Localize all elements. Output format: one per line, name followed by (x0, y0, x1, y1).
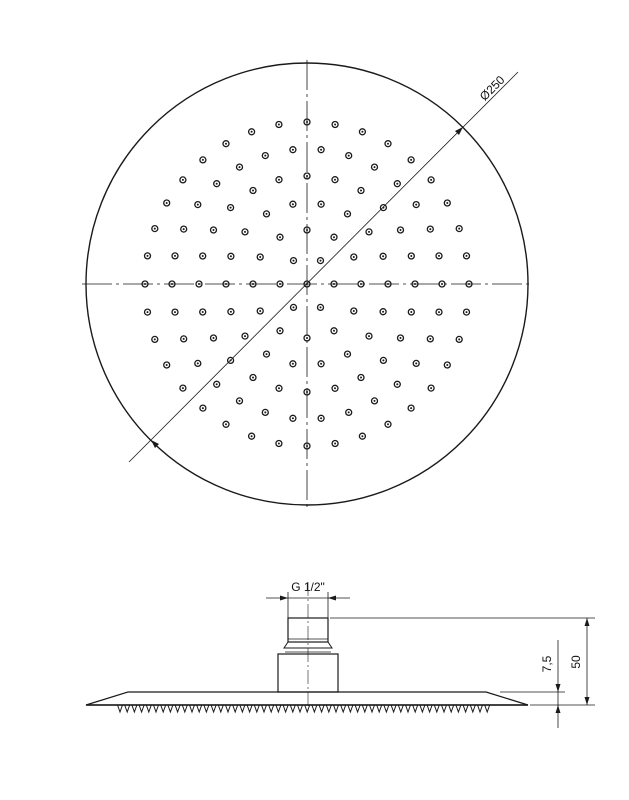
nozzle-center (225, 283, 227, 285)
nozzle-center (292, 363, 294, 365)
side-nozzle (420, 705, 425, 712)
nozzle-center (334, 124, 336, 126)
side-nozzle (362, 705, 367, 712)
nozzle-center (320, 203, 322, 205)
plate-thickness-arrow-top (556, 684, 561, 692)
nozzle-center (216, 183, 218, 185)
nozzle-center (252, 377, 254, 379)
nozzle-center (430, 179, 432, 181)
side-nozzle (384, 705, 389, 712)
side-nozzle (434, 705, 439, 712)
side-nozzle (175, 705, 180, 712)
nozzle-center (466, 255, 468, 257)
side-nozzle (442, 705, 447, 712)
side-nozzle-row (118, 705, 490, 712)
side-nozzle (485, 705, 490, 712)
side-nozzle (413, 705, 418, 712)
side-nozzle (334, 705, 339, 712)
nozzle-center (225, 143, 227, 145)
nozzle-center (360, 283, 362, 285)
nozzle-center (239, 166, 241, 168)
nozzle-center (320, 149, 322, 151)
nozzle-center (333, 330, 335, 332)
side-nozzle (449, 705, 454, 712)
nozzle-center (458, 228, 460, 230)
side-nozzle (456, 705, 461, 712)
side-nozzle (262, 705, 267, 712)
side-nozzle (190, 705, 195, 712)
nozzle-center (306, 337, 308, 339)
nozzle-center (382, 359, 384, 361)
side-nozzle (276, 705, 281, 712)
side-nozzle (247, 705, 252, 712)
side-nozzle (254, 705, 259, 712)
nozzle-center (154, 338, 156, 340)
nozzle-center (382, 255, 384, 257)
side-nozzle (197, 705, 202, 712)
nozzle-center (361, 131, 363, 133)
side-nozzle (427, 705, 432, 712)
top-view (82, 60, 532, 508)
side-nozzle (348, 705, 353, 712)
nozzle-center (429, 228, 431, 230)
nozzle-center (244, 335, 246, 337)
nozzle-center (347, 213, 349, 215)
nozzle-center (468, 283, 470, 285)
nozzle-center (306, 391, 308, 393)
side-nozzle (161, 705, 166, 712)
nozzle-center (266, 353, 268, 355)
nozzle-center (306, 283, 308, 285)
nozzle-center (230, 207, 232, 209)
nozzle-center (306, 175, 308, 177)
nozzle-center (244, 231, 246, 233)
side-nozzle (312, 705, 317, 712)
side-nozzle (355, 705, 360, 712)
nozzle-center (251, 131, 253, 133)
nozzle-center (197, 362, 199, 364)
nozzle-center (183, 228, 185, 230)
nozzle-center (410, 255, 412, 257)
nozzle-center (320, 363, 322, 365)
nozzle-center (252, 283, 254, 285)
side-nozzle (240, 705, 245, 712)
nozzle-center (348, 411, 350, 413)
nozzle-center (360, 377, 362, 379)
side-nozzle (305, 705, 310, 712)
thread-label: G 1/2" (291, 580, 325, 594)
nozzle-center (293, 260, 295, 262)
nozzle-center (347, 353, 349, 355)
side-nozzle (290, 705, 295, 712)
nozzle-center (348, 155, 350, 157)
total-height-arrow-top (585, 618, 590, 626)
plate-thickness-label: 7,5 (540, 655, 554, 673)
nozzle-center (171, 283, 173, 285)
side-nozzle (226, 705, 231, 712)
nozzle-center (202, 255, 204, 257)
thread-arrow-left (280, 596, 288, 601)
nozzle-center (166, 202, 168, 204)
nozzle-center (446, 202, 448, 204)
nozzle-center (382, 207, 384, 209)
nozzle-center (400, 337, 402, 339)
nozzle-center (333, 236, 335, 238)
nozzle-center (266, 213, 268, 215)
shower-plate (86, 692, 528, 705)
side-view (86, 580, 595, 728)
nozzle-center (306, 229, 308, 231)
side-nozzle (391, 705, 396, 712)
side-nozzle (211, 705, 216, 712)
side-nozzle (398, 705, 403, 712)
nozzle-center (333, 283, 335, 285)
nozzle-center (458, 338, 460, 340)
side-nozzle (326, 705, 331, 712)
nozzle-center (320, 306, 322, 308)
side-nozzle (269, 705, 274, 712)
nozzle-center (374, 166, 376, 168)
nozzle-center (264, 155, 266, 157)
nozzle-center (438, 255, 440, 257)
side-nozzle (406, 705, 411, 712)
nozzle-center (147, 311, 149, 313)
nozzle-center (400, 229, 402, 231)
nozzle-center (415, 204, 417, 206)
nozzle-center (225, 423, 227, 425)
nozzle-center (279, 283, 281, 285)
nozzle-center (197, 204, 199, 206)
nozzle-center (174, 311, 176, 313)
nozzle-center (264, 411, 266, 413)
nozzle-center (182, 179, 184, 181)
side-nozzle (341, 705, 346, 712)
nozzle-center (382, 311, 384, 313)
nozzle-center (292, 417, 294, 419)
nozzle-center (334, 179, 336, 181)
nozzle-center (198, 283, 200, 285)
nozzle-center (182, 387, 184, 389)
side-nozzle (377, 705, 382, 712)
nozzle-center (278, 179, 280, 181)
nozzle-center (216, 383, 218, 385)
side-nozzle (154, 705, 159, 712)
nozzle-center (414, 283, 416, 285)
nozzle-center (353, 310, 355, 312)
nozzle-center (293, 306, 295, 308)
side-nozzle (283, 705, 288, 712)
side-nozzle (470, 705, 475, 712)
side-nozzle (146, 705, 151, 712)
nozzle-center (410, 407, 412, 409)
nozzle-center (279, 330, 281, 332)
nozzle-center (259, 310, 261, 312)
nozzle-center (320, 417, 322, 419)
nozzle-center (147, 255, 149, 257)
nozzle-center (441, 283, 443, 285)
nozzle-center (368, 231, 370, 233)
side-nozzle (125, 705, 130, 712)
nozzle-center (144, 283, 146, 285)
nozzle-center (278, 124, 280, 126)
nozzle-center (278, 443, 280, 445)
side-nozzle (319, 705, 324, 712)
side-nozzle (204, 705, 209, 712)
nozzle-center (396, 183, 398, 185)
nozzle-center (251, 435, 253, 437)
nozzle-center (166, 364, 168, 366)
nozzle-center (252, 190, 254, 192)
side-nozzle (132, 705, 137, 712)
nozzle-center (202, 407, 204, 409)
diameter-label: Ø250 (476, 72, 508, 104)
nozzle-center (360, 190, 362, 192)
nozzle-center (230, 359, 232, 361)
nozzle-center (334, 387, 336, 389)
nozzle-center (410, 159, 412, 161)
nozzle-center (292, 149, 294, 151)
thread-arrow-right (328, 596, 336, 601)
nozzle-center (374, 400, 376, 402)
nozzle-center (415, 362, 417, 364)
nozzle-center (387, 143, 389, 145)
nozzle-center (154, 228, 156, 230)
side-nozzle (233, 705, 238, 712)
nozzle-center (183, 338, 185, 340)
side-nozzle (463, 705, 468, 712)
nozzle-center (438, 311, 440, 313)
side-nozzle (218, 705, 223, 712)
nozzle-center (306, 445, 308, 447)
nozzle-center (387, 283, 389, 285)
nozzle-center (353, 256, 355, 258)
side-nozzle (478, 705, 483, 712)
nozzle-center (230, 311, 232, 313)
nozzle-center (361, 435, 363, 437)
nozzle-center (202, 159, 204, 161)
nozzle-center (320, 260, 322, 262)
nozzle-center (387, 423, 389, 425)
nozzle-center (292, 203, 294, 205)
nozzle-center (259, 256, 261, 258)
nozzle-center (279, 236, 281, 238)
nozzle-center (334, 443, 336, 445)
nozzle-center (429, 338, 431, 340)
nozzle-center (368, 335, 370, 337)
side-nozzle (370, 705, 375, 712)
total-height-arrow-bottom (585, 697, 590, 705)
plate-thickness-arrow-bottom (556, 705, 561, 713)
nozzle-center (306, 121, 308, 123)
nozzle-center (174, 255, 176, 257)
side-nozzle (298, 705, 303, 712)
nozzle-center (213, 337, 215, 339)
nozzle-center (466, 311, 468, 313)
total-height-label: 50 (569, 655, 583, 669)
side-nozzle (168, 705, 173, 712)
nozzle-center (202, 311, 204, 313)
side-nozzle (118, 705, 123, 712)
nozzle-center (446, 364, 448, 366)
nozzle-center (230, 255, 232, 257)
nozzle-center (396, 383, 398, 385)
nozzle-center (430, 387, 432, 389)
nozzle-center (410, 311, 412, 313)
side-nozzle (182, 705, 187, 712)
nozzle-center (239, 400, 241, 402)
side-nozzle (139, 705, 144, 712)
nozzle-center (213, 229, 215, 231)
nozzle-center (278, 387, 280, 389)
